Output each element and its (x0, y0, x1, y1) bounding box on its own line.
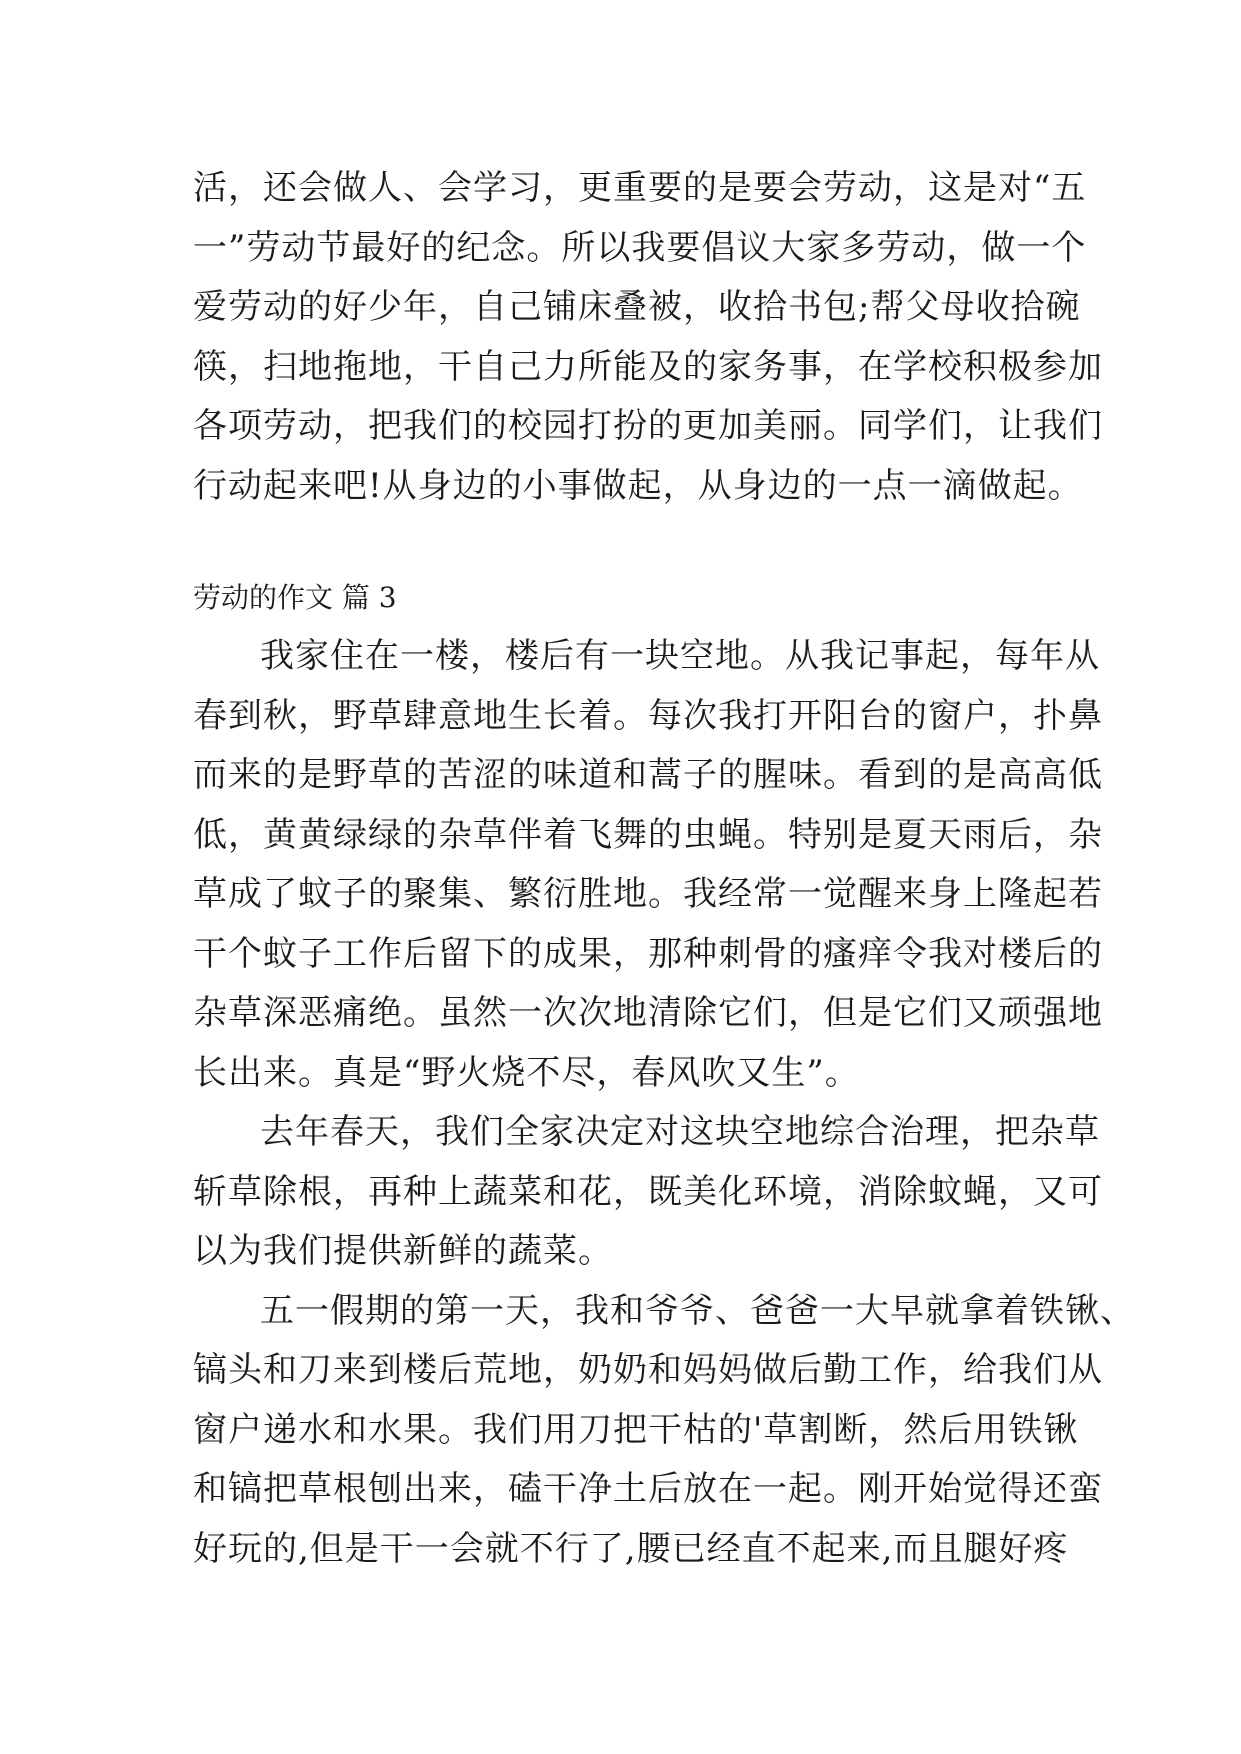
text-line: 一”劳动节最好的纪念。所以我要倡议大家多劳动，做一个 (193, 228, 1087, 268)
text-line: 我家住在一楼，楼后有一块空地。从我记事起，每年从 (260, 636, 1100, 676)
text-line: 镐头和刀来到楼后荒地，奶奶和妈妈做后勤工作，给我们从 (193, 1350, 1103, 1390)
text-line: 草成了蚊子的聚集、繁衍胜地。我经常一觉醒来身上隆起若 (193, 874, 1103, 914)
text-line: 低，黄黄绿绿的杂草伴着飞舞的虫蝇。特别是夏天雨后，杂 (193, 815, 1103, 855)
text-line: 以为我们提供新鲜的蔬菜。 (193, 1231, 613, 1271)
text-line: 好玩的,但是干一会就不行了,腰已经直不起来,而且腿好疼 (193, 1529, 1069, 1569)
text-line: 和镐把草根刨出来，磕干净土后放在一起。刚开始觉得还蛮 (193, 1469, 1103, 1509)
text-line: 杂草深恶痛绝。虽然一次次地清除它们，但是它们又顽强地 (193, 993, 1103, 1033)
text-line: 筷，扫地拖地，干自己力所能及的家务事，在学校积极参加 (193, 347, 1103, 387)
text-line: 活，还会做人、会学习，更重要的是要会劳动，这是对“五 (193, 168, 1087, 208)
section-heading: 劳动的作文 篇 3 (193, 581, 397, 614)
text-line: 而来的是野草的苦涩的味道和蒿子的腥味。看到的是高高低 (193, 755, 1103, 795)
text-line: 去年春天，我们全家决定对这块空地综合治理，把杂草 (260, 1112, 1100, 1152)
text-line: 长出来。真是“野火烧不尽，春风吹又生”。 (193, 1053, 860, 1093)
text-line: 爱劳动的好少年，自己铺床叠被，收拾书包;帮父母收拾碗 (193, 287, 1081, 327)
text-line: 干个蚊子工作后留下的成果，那种刺骨的瘙痒令我对楼后的 (193, 934, 1103, 974)
text-line: 窗户递水和水果。我们用刀把干枯的'草割断，然后用铁锹 (193, 1410, 1079, 1450)
text-line: 五一假期的第一天，我和爷爷、爸爸一大早就拿着铁锹、 (260, 1291, 1135, 1331)
text-line: 行动起来吧!从身边的小事做起，从身边的一点一滴做起。 (193, 466, 1083, 506)
text-line: 春到秋，野草肆意地生长着。每次我打开阳台的窗户，扑鼻 (193, 696, 1103, 736)
text-line: 斩草除根，再种上蔬菜和花，既美化环境，消除蚊蝇，又可 (193, 1172, 1103, 1212)
text-line: 各项劳动，把我们的校园打扮的更加美丽。同学们，让我们 (193, 406, 1103, 446)
